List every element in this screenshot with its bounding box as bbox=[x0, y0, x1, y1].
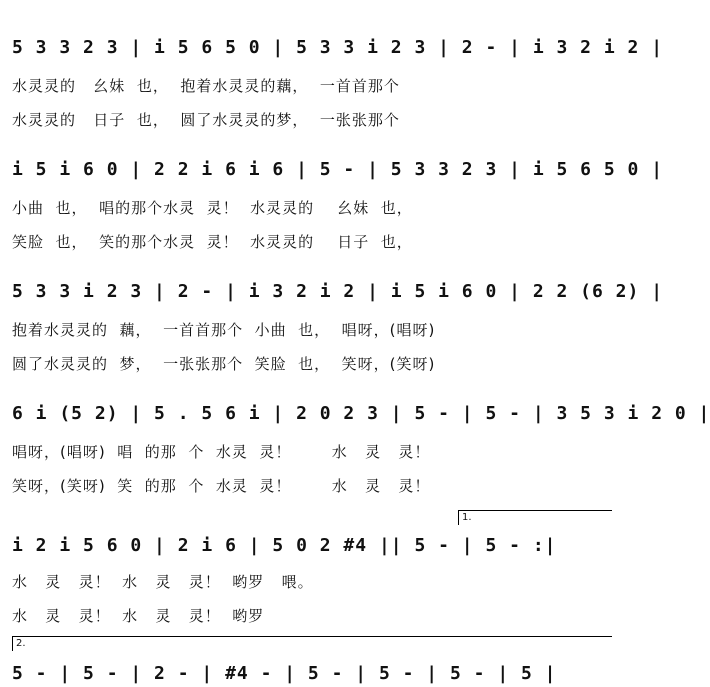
score-line bbox=[0, 384, 710, 504]
notation-row: i 5 i 6 0 | 2 2 i 6 i 6 | 5 - | 5 3 3 2 3 | i 5 6 5 0 | bbox=[12, 159, 664, 180]
notation-row: 5 3 3 2 3 | i 5 6 5 0 | 5 3 3 i 2 3 | 2 - | i 3 2 i 2 | bbox=[12, 37, 664, 58]
score-line bbox=[0, 18, 664, 138]
lyrics-verse-2: 圆了水灵灵的 梦， 一张张那个 笑脸 也， 笑呀，(笑呀) bbox=[12, 355, 436, 373]
lyrics-verse-1: 水灵灵的 幺妹 也， 抱着水灵灵的藕， 一首首那个 bbox=[12, 77, 400, 95]
score-line bbox=[0, 636, 620, 687]
lyrics-verse-1: 小曲 也， 唱的那个水灵 灵！ 水灵灵的 幺妹 也， bbox=[12, 199, 413, 217]
lyrics-verse-1: 唱呀，(唱呀) 唱 的那 个 水灵 灵！ 水 灵 灵！ bbox=[12, 443, 431, 461]
notation-row: 5 3 3 i 2 3 | 2 - | i 3 2 i 2 | i 5 i 6 0 | 2 2 (6 2) | bbox=[12, 281, 664, 302]
volta-bracket: 1. bbox=[458, 510, 612, 525]
score-line bbox=[0, 262, 664, 382]
lyrics-verse-1: 抱着水灵灵的 藕， 一首首那个 小曲 也， 唱呀，(唱呀) bbox=[12, 321, 436, 339]
score-line bbox=[0, 140, 664, 260]
lyrics-verse-1: 水 灵 灵！ 水 灵 灵！ 哟罗 喂。 bbox=[12, 573, 314, 591]
lyrics-verse-2: 水 灵 灵！ 水 灵 灵！ 哟罗 bbox=[12, 607, 265, 625]
lyrics-verse-2: 笑脸 也， 笑的那个水灵 灵！ 水灵灵的 日子 也， bbox=[12, 233, 413, 251]
volta-bracket: 2. bbox=[12, 636, 612, 651]
notation-row: 6 i (5 2) | 5 . 5 6 i | 2 0 2 3 | 5 - | 5 - | 3 5 3 i 2 0 | bbox=[12, 403, 710, 424]
lyrics-verse-2: 水灵灵的 日子 也， 圆了水灵灵的梦， 一张张那个 bbox=[12, 111, 400, 129]
score-line bbox=[0, 508, 620, 628]
lyrics-verse-2: 笑呀，(笑呀) 笑 的那 个 水灵 灵！ 水 灵 灵！ bbox=[12, 477, 431, 495]
notation-row: 5 - | 5 - | 2 - | #4 - | 5 - | 5 - | 5 - | 5 | bbox=[12, 663, 557, 684]
notation-row: i 2 i 5 6 0 | 2 i 6 | 5 0 2 #4 || 5 - | 5 - :| bbox=[12, 535, 557, 556]
